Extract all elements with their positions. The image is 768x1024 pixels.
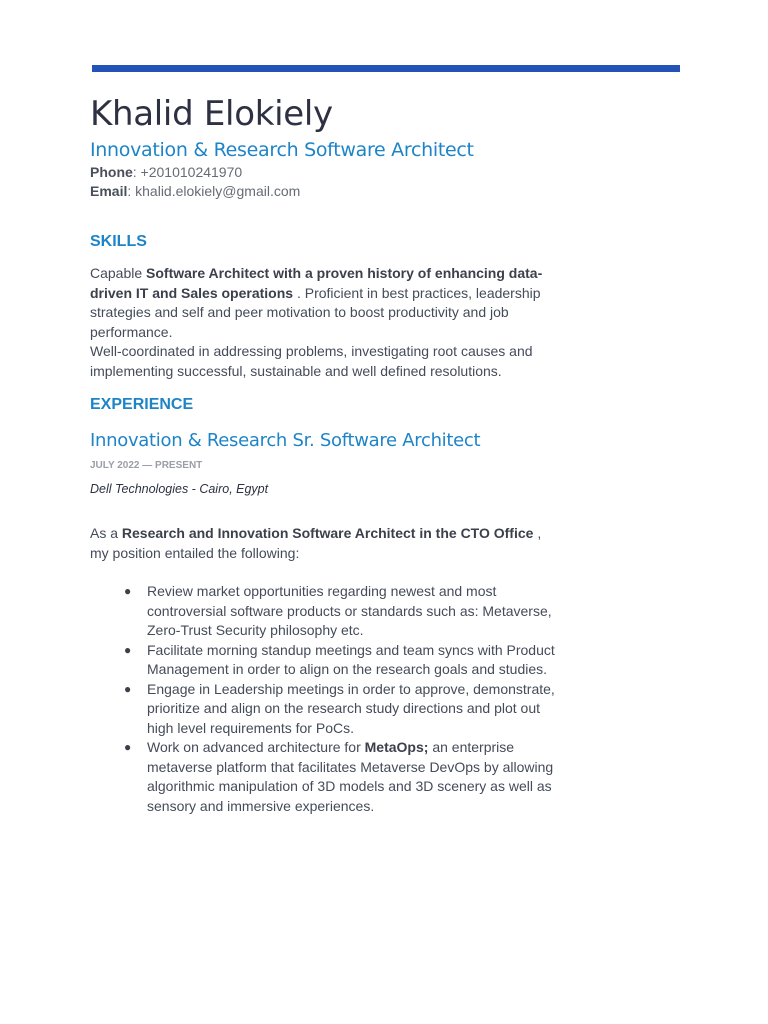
email-label: Email <box>90 183 128 199</box>
skills-summary-bold: Software Architect with a proven history of enhancing data-driven IT and Sales operations <box>90 265 543 301</box>
list-item <box>124 582 564 641</box>
list-item <box>124 738 564 816</box>
phone-line <box>90 164 242 180</box>
skills-summary-intro: Capable <box>90 265 147 281</box>
list-item-text: Facilitate morning standup meetings and team syncs with Product Management in order to align on the research goals and studies. <box>147 641 555 677</box>
email-line <box>90 183 300 199</box>
bullet-icon: ● <box>124 584 132 598</box>
list-item-text-post: an enterprise metaverse platform that facilitates Metaverse DevOps by allowing algorithmic manipulation of 3D models and 3D scenery as well as sensory and immersive experiences. <box>147 739 554 814</box>
experience-heading: EXPERIENCE <box>90 396 194 413</box>
list-item-text-bold: MetaOps; <box>364 739 429 755</box>
job-company: Dell Technologies - Cairo, Egypt <box>90 482 269 496</box>
bullet-icon: ● <box>124 642 132 657</box>
job-intro-post: , my position entailed the following: <box>90 525 542 561</box>
skills-summary <box>90 264 565 381</box>
job-intro-bold: Research and Innovation Software Architect in the CTO Office <box>121 525 534 541</box>
job-intro <box>90 524 560 563</box>
skills-summary-rest: . Proficient in best practices, leadership strategies and self and peer motivation to boost productivity and job performance. <box>90 284 541 340</box>
candidate-title: Innovation & Research Software Architect <box>90 139 474 161</box>
list-item-text: Engage in Leadership meetings in order to approve, demonstrate, prioritize and align on the research study directions and plot out high level requirements for PoCs. <box>147 680 555 736</box>
phone-label: Phone <box>90 164 133 180</box>
skills-summary-second: Well-coordinated in addressing problems, investigating root causes and implementing successful, sustainable and well defined resolutions. <box>90 343 533 379</box>
list-item <box>124 680 564 739</box>
list-item-text: Review market opportunities regarding newest and most controversial software products or standards such as: Metaverse, Zero-Trust Security philosophy etc. <box>147 583 552 638</box>
header-accent-bar <box>92 65 680 72</box>
candidate-name: Khalid Elokiely <box>90 94 333 134</box>
job-dates: JULY 2022 — PRESENT <box>90 460 203 471</box>
skills-heading: SKILLS <box>90 233 147 250</box>
phone-value: : +201010241970 <box>132 164 243 180</box>
responsibilities-list <box>124 582 564 816</box>
list-item-text-pre: Work on advanced architecture for <box>147 739 365 755</box>
bullet-icon: ● <box>124 740 132 754</box>
job-intro-pre: As a <box>90 525 122 541</box>
job-title: Innovation & Research Sr. Software Architect <box>90 430 481 451</box>
bullet-icon: ● <box>124 681 132 696</box>
list-item <box>124 641 564 680</box>
email-value: : khalid.elokiely@gmail.com <box>127 183 301 199</box>
